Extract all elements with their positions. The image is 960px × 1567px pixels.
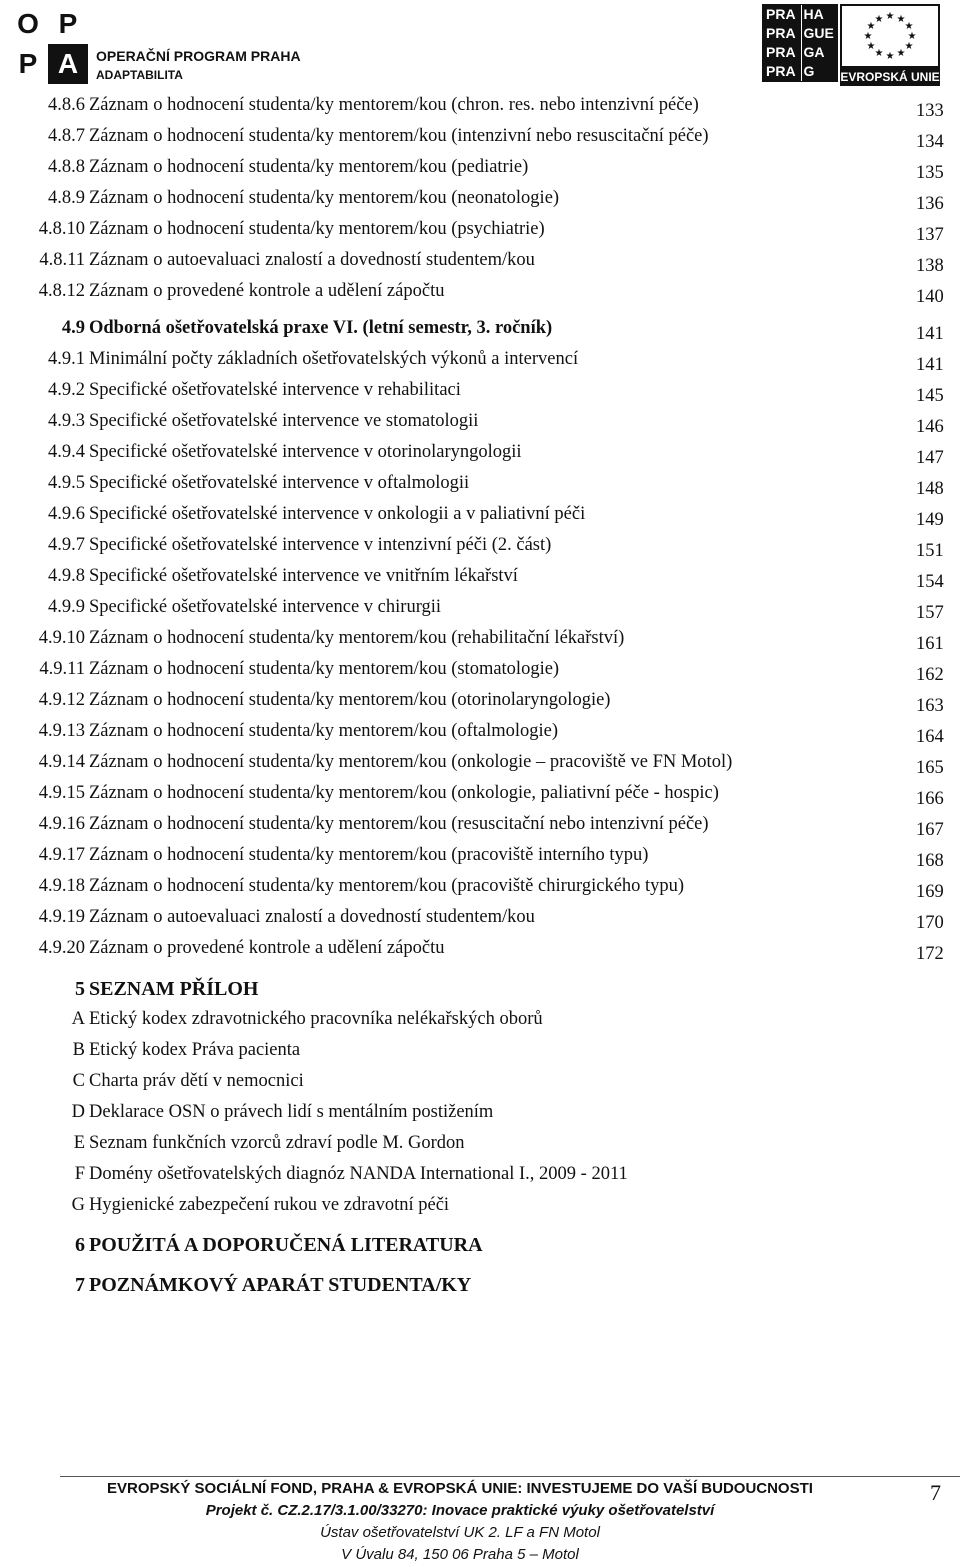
toc-entry[interactable] [0, 95, 960, 125]
footer-divider [60, 1476, 960, 1477]
toc-entry-number: 4.9.1 [48, 349, 85, 369]
toc-entry-page: 166 [916, 789, 944, 809]
opp-letter-grid [8, 4, 90, 86]
toc-entry-number: 4.9.9 [48, 597, 85, 617]
toc-entry[interactable] [0, 721, 960, 751]
praha-logo-text: GA [801, 43, 839, 62]
toc-entry-number: 4.9.4 [48, 442, 85, 462]
toc-entry-page: 136 [916, 194, 944, 214]
toc-entry[interactable] [0, 1040, 960, 1070]
toc-entry-title: Deklarace OSN o právech lidí s mentálním postižením [89, 1102, 494, 1122]
toc-entry[interactable] [0, 876, 960, 906]
footer-institute-line: Ústav ošetřovatelství UK 2. LF a FN Motol [320, 1524, 600, 1541]
svg-text:★: ★ [885, 11, 895, 22]
toc-entry-title: Záznam o hodnocení studenta/ky mentorem/kou (pracoviště interního typu) [89, 845, 649, 865]
toc-entry[interactable] [0, 752, 960, 782]
eu-label: EVROPSKÁ UNIE [840, 70, 940, 84]
toc-entry-page: 140 [916, 287, 944, 307]
toc-entry-number: E [73, 1133, 85, 1153]
opp-program-name: OPERAČNÍ PROGRAM PRAHA [96, 48, 301, 64]
toc-entry-page: 154 [916, 572, 944, 592]
toc-entry-page: 162 [916, 665, 944, 685]
toc-entry-title: Specifické ošetřovatelské intervence v onkologii a v paliativní péči [89, 504, 586, 524]
toc-entry-title: Záznam o hodnocení studenta/ky mentorem/kou (otorinolaryngologie) [89, 690, 611, 710]
toc-entry-title: Záznam o hodnocení studenta/ky mentorem/kou (oftalmologie) [89, 721, 559, 741]
toc-entry[interactable] [0, 380, 960, 410]
toc-entry-title: Seznam funkčních vzorců zdraví podle M. Gordon [89, 1133, 465, 1153]
toc-entry[interactable] [0, 566, 960, 596]
toc-entry-number: C [72, 1071, 85, 1091]
toc-entry[interactable] [0, 1133, 960, 1163]
toc-entry-page: 172 [916, 944, 944, 964]
svg-text:★: ★ [904, 41, 914, 52]
toc-entry-number: 4.9.17 [38, 845, 85, 865]
toc-entry-title: Záznam o hodnocení studenta/ky mentorem/kou (onkologie – pracoviště ve FN Motol) [89, 752, 733, 772]
toc-entry-number: 4.9.8 [48, 566, 85, 586]
toc-entry[interactable] [0, 1102, 960, 1132]
toc-entry-title: Specifické ošetřovatelské intervence v intenzivní péči (2. část) [89, 535, 552, 555]
toc-entry-number: 4.9.15 [38, 783, 85, 803]
toc-entry[interactable] [0, 281, 960, 311]
toc-entry[interactable] [0, 690, 960, 720]
toc-entry[interactable] [0, 1071, 960, 1101]
toc-entry-number: 5 [75, 978, 85, 1000]
toc-entry-title: Charta práv dětí v nemocnici [89, 1071, 304, 1091]
toc-entry-number: 4.8.8 [48, 157, 85, 177]
opp-praha-logo [8, 4, 301, 90]
toc-entry-title: Hygienické zabezpečení rukou ve zdravotní péči [89, 1195, 450, 1215]
toc-entry-title: POZNÁMKOVÝ APARÁT STUDENTA/KY [89, 1274, 472, 1296]
toc-entry-page: 169 [916, 882, 944, 902]
toc-entry-page: 141 [916, 355, 944, 375]
toc-entry-number: G [71, 1195, 85, 1215]
toc-entry-page: 149 [916, 510, 944, 530]
toc-entry-title: Etický kodex Práva pacienta [89, 1040, 301, 1060]
svg-text:★: ★ [874, 48, 884, 59]
footer-address-line: V Úvalu 84, 150 06 Praha 5 – Motol [341, 1546, 579, 1563]
toc-entry[interactable] [0, 1195, 960, 1225]
toc-entry-page: 146 [916, 417, 944, 437]
praha-logo-text: PRA [766, 25, 796, 41]
toc-entry-page: 145 [916, 386, 944, 406]
toc-entry-number: 7 [75, 1274, 85, 1296]
eu-stars-icon [842, 6, 938, 66]
toc-entry-title: Záznam o autoevaluaci znalostí a dovedností studentem/kou [89, 250, 535, 270]
toc-entry[interactable] [0, 318, 960, 348]
toc-entry-title: Specifické ošetřovatelské intervence v otorinolaryngologii [89, 442, 522, 462]
toc-entry-page: 151 [916, 541, 944, 561]
toc-entry-title: Domény ošetřovatelských diagnóz NANDA International I., 2009 - 2011 [89, 1164, 628, 1184]
toc-entry-number: 4.8.6 [48, 95, 85, 115]
toc-entry-number: 4.9.19 [38, 907, 85, 927]
toc-entry-page: 167 [916, 820, 944, 840]
toc-entry-number: F [74, 1164, 85, 1184]
svg-text:★: ★ [863, 31, 873, 42]
toc-entry-number: 4.9.13 [38, 721, 85, 741]
svg-text:★: ★ [904, 21, 914, 32]
toc-entry-number: 4.9.2 [48, 380, 85, 400]
toc-entry-page: 164 [916, 727, 944, 747]
svg-text:★: ★ [907, 31, 917, 42]
toc-entry[interactable] [0, 907, 960, 937]
toc-entry-title: Záznam o hodnocení studenta/ky mentorem/kou (intenzivní nebo resuscitační péče) [89, 126, 709, 146]
toc-entry-title: Minimální počty základních ošetřovatelských výkonů a intervencí [89, 349, 579, 369]
svg-text:★: ★ [896, 48, 906, 59]
toc-entry[interactable] [0, 628, 960, 658]
toc-entry-page: 170 [916, 913, 944, 933]
toc-entry-title: Odborná ošetřovatelská praxe VI. (letní semestr, 3. ročník) [89, 318, 553, 338]
toc-entry-number: 4.8.7 [48, 126, 85, 146]
toc-entry-page: 157 [916, 603, 944, 623]
toc-entry-number: 4.8.12 [38, 281, 85, 301]
toc-entry[interactable] [0, 814, 960, 844]
opp-letter: O [17, 8, 39, 39]
toc-entry[interactable] [0, 219, 960, 249]
toc-entry-number: 4.8.10 [38, 219, 85, 239]
toc-entry-page: 141 [916, 324, 944, 344]
toc-entry-number: 4.9 [61, 318, 85, 338]
toc-entry[interactable] [0, 1274, 960, 1304]
toc-entry-page: 163 [916, 696, 944, 716]
toc-entry-number: 4.9.16 [38, 814, 85, 834]
svg-text:★: ★ [874, 14, 884, 25]
toc-entry-title: Záznam o hodnocení studenta/ky mentorem/kou (resuscitační nebo intenzivní péče) [89, 814, 709, 834]
toc-entry-title: POUŽITÁ A DOPORUČENÁ LITERATURA [89, 1234, 483, 1256]
toc-entry-title: Specifické ošetřovatelské intervence v chirurgii [89, 597, 442, 617]
toc-entry[interactable] [0, 1234, 960, 1264]
toc-entry-number: 4.8.11 [39, 250, 85, 270]
toc-entry-title: Záznam o hodnocení studenta/ky mentorem/kou (pediatrie) [89, 157, 529, 177]
svg-text:★: ★ [866, 41, 876, 52]
toc-entry-number: 4.9.11 [39, 659, 85, 679]
toc-entry-title: Záznam o hodnocení studenta/ky mentorem/kou (stomatologie) [89, 659, 560, 679]
praha-logo-text: PRA [766, 44, 796, 60]
toc-entry[interactable] [0, 659, 960, 689]
praha-logo [762, 4, 838, 82]
toc-entry-number: 4.9.20 [38, 938, 85, 958]
toc-entry-page: 165 [916, 758, 944, 778]
toc-entry[interactable] [0, 126, 960, 156]
toc-entry-number: 4.9.3 [48, 411, 85, 431]
toc-entry-number: 4.9.7 [48, 535, 85, 555]
toc-entry-title: Etický kodex zdravotnického pracovníka nelékařských oborů [89, 1009, 543, 1029]
eu-flag-icon [840, 4, 940, 68]
toc-entry[interactable] [0, 473, 960, 503]
toc-entry-number: 4.9.10 [38, 628, 85, 648]
footer-funding-line: EVROPSKÝ SOCIÁLNÍ FOND, PRAHA & EVROPSKÁ UNIE: INVESTUJEME DO VAŠÍ BUDOUCNOSTI [107, 1480, 813, 1497]
toc-entry-number: A [71, 1009, 85, 1029]
toc-entry-page: 135 [916, 163, 944, 183]
toc-entry-page: 147 [916, 448, 944, 468]
toc-entry[interactable] [0, 250, 960, 280]
toc-entry-number: 6 [75, 1234, 85, 1256]
svg-text:★: ★ [866, 21, 876, 32]
toc-entry-page: 168 [916, 851, 944, 871]
toc-entry-page: 133 [916, 101, 944, 121]
toc-entry-page: 137 [916, 225, 944, 245]
toc-entry-title: Specifické ošetřovatelské intervence ve stomatologii [89, 411, 479, 431]
praha-logo-text: G [801, 62, 839, 81]
page-number: 7 [930, 1480, 941, 1505]
praha-logo-text: GUE [801, 24, 839, 43]
toc-entry[interactable] [0, 349, 960, 379]
toc-entry[interactable] [0, 411, 960, 441]
opp-program-subname: ADAPTABILITA [96, 68, 183, 82]
toc-entry[interactable] [0, 938, 960, 968]
toc-entry-page: 134 [916, 132, 944, 152]
praha-logo-text: PRA [766, 63, 796, 79]
toc-entry-title: Záznam o hodnocení studenta/ky mentorem/kou (onkologie, paliativní péče - hospic) [89, 783, 719, 803]
toc-entry[interactable] [0, 188, 960, 218]
toc-entry-number: 4.9.6 [48, 504, 85, 524]
toc-entry-title: Záznam o provedené kontrole a udělení zápočtu [89, 281, 445, 301]
toc-entry[interactable] [0, 597, 960, 627]
opp-letter: P [58, 8, 78, 39]
toc-entry-title: Specifické ošetřovatelské intervence v oftalmologii [89, 473, 470, 493]
toc-entry-page: 161 [916, 634, 944, 654]
toc-entry-title: Záznam o hodnocení studenta/ky mentorem/kou (pracoviště chirurgického typu) [89, 876, 685, 896]
toc-entry[interactable] [0, 978, 960, 1008]
toc-entry-title: Záznam o hodnocení studenta/ky mentorem/kou (neonatologie) [89, 188, 560, 208]
toc-entry-number: D [71, 1102, 85, 1122]
toc-entry-number: 4.9.14 [38, 752, 85, 772]
toc-entry-number: 4.9.5 [48, 473, 85, 493]
opp-letter: A [48, 44, 88, 84]
toc-entry-title: Záznam o hodnocení studenta/ky mentorem/kou (rehabilitační lékařství) [89, 628, 625, 648]
svg-text:★: ★ [885, 51, 895, 62]
toc-entry-number: 4.9.12 [38, 690, 85, 710]
toc-entry[interactable] [0, 157, 960, 187]
toc-entry-number: 4.9.18 [38, 876, 85, 896]
footer-project-line: Projekt č. CZ.2.17/3.1.00/33270: Inovace praktické výuky ošetřovatelství [205, 1502, 715, 1519]
toc-entry-title: Specifické ošetřovatelské intervence ve vnitřním lékařství [89, 566, 518, 586]
toc-entry[interactable] [0, 1009, 960, 1039]
praha-logo-text: HA [801, 5, 839, 24]
toc-entry-title: Záznam o hodnocení studenta/ky mentorem/kou (chron. res. nebo intenzivní péče) [89, 95, 699, 115]
toc-entry-title: Záznam o provedené kontrole a udělení zápočtu [89, 938, 445, 958]
toc-entry-title: Záznam o hodnocení studenta/ky mentorem/kou (psychiatrie) [89, 219, 545, 239]
opp-letter: P [18, 48, 38, 79]
toc-entry-title: SEZNAM PŘÍLOH [89, 978, 259, 1000]
praha-logo-text: PRA [766, 6, 796, 22]
toc-entry[interactable] [0, 783, 960, 813]
toc-entry[interactable] [0, 504, 960, 534]
eu-logo [840, 4, 940, 84]
toc-entry-page: 138 [916, 256, 944, 276]
toc-entry[interactable] [0, 535, 960, 565]
svg-text:★: ★ [896, 14, 906, 25]
toc-entry-page: 148 [916, 479, 944, 499]
toc-entry-number: 4.8.9 [48, 188, 85, 208]
toc-entry[interactable] [0, 845, 960, 875]
toc-entry[interactable] [0, 442, 960, 472]
toc-entry-title: Záznam o autoevaluaci znalostí a dovedností studentem/kou [89, 907, 535, 927]
toc-entry-title: Specifické ošetřovatelské intervence v rehabilitaci [89, 380, 461, 400]
toc-entry[interactable] [0, 1164, 960, 1194]
toc-entry-number: B [72, 1040, 85, 1060]
